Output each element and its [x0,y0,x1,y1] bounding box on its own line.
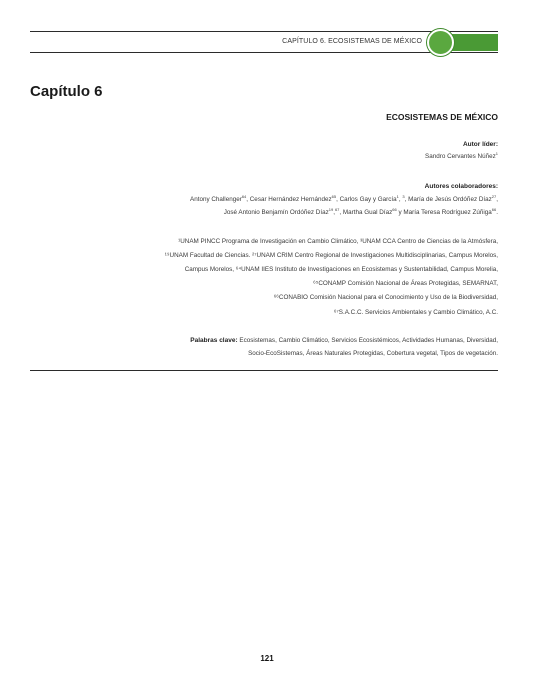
header-rule-top [30,31,498,32]
section-rule [30,370,498,371]
collaborator-sup: 66 [392,206,397,212]
collaborators-line-1 [190,193,498,203]
collaborator-name: . [496,209,498,216]
header-accent-circle [427,29,454,56]
lead-author-sup: 1 [495,150,498,156]
keywords-label: Palabras clave: [190,337,238,344]
collaborator-name: , [333,209,335,216]
header-rule-bottom [30,52,498,53]
collaborator-sup: 27 [491,193,497,199]
collaborator-sup: 66 [491,206,497,212]
collaborator-sup: 1 [396,193,399,199]
collaborator-name: Antony Challenger [190,196,242,203]
collaborator-sup: 65 [331,193,337,199]
collaborator-name: y María Teresa Rodríguez Zúñiga [396,209,492,216]
collaborator-name: , [398,196,403,203]
collaborator-name: , María de Jesús Ordóñez Díaz [404,196,492,203]
running-header: CAPÍTULO 6. ECOSISTEMAS DE MÉXICO [282,38,422,45]
chapter-label: Capítulo 6 [30,83,103,100]
affiliation-line: ⁶⁵CONAMP Comisión Nacional de Áreas Protegidas, SEMARNAT, [313,280,498,287]
affiliation-line: ⁶⁶CONABIO Comisión Nacional para el Conocimiento y Uso de la Biodiversidad, [273,294,498,301]
collaborator-name: , Cesar Hernández Hernández [246,196,332,203]
collaborators-label: Autores colaboradores: [424,183,498,190]
keywords-line-2: Socio-EcoSistemas, Áreas Naturales Protegidas, Cobertura vegetal, Tipos de vegetación. [248,350,498,357]
collaborator-name: , Martha Gual Díaz [339,209,393,216]
affiliation-line: Campus Morelos, ⁶⁴UNAM IIES Instituto de Investigaciones en Ecosistemas y Sustentabilidad, Campus Morelia, [184,266,498,273]
lead-author-label: Autor líder: [462,141,498,148]
keywords-text: Ecosistemas, Cambio Climático, Servicios Ecosistémicos, Actividades Humanas, Diversidad, [237,337,498,344]
affiliation-line: ¹UNAM PINCC Programa de Investigación en Cambio Climático, ³UNAM CCA Centro de Ciencias de la Atmósfera, [178,238,498,245]
keywords-line-1 [190,337,498,344]
collaborator-sup: 19 [328,206,334,212]
chapter-title: ECOSISTEMAS DE MÉXICO [386,112,498,122]
collaborator-name: , [496,196,498,203]
lead-author-text: Sandro Cervantes Núñez [425,153,496,160]
collaborator-sup: 3 [402,193,405,199]
collaborator-sup: 67 [334,206,340,212]
collaborators-line-2 [223,206,498,216]
affiliation-line: ¹⁹UNAM Facultad de Ciencias. ²⁷UNAM CRIM Centro Regional de Investigaciones Multidisciplinarias, Campus Morelos, [164,252,498,259]
collaborator-name: , Carlos Gay y García [336,196,397,203]
lead-author-name [425,150,498,160]
page-number: 121 [260,654,274,663]
collaborator-name: José Antonio Benjamín Ordóñez Díaz [223,209,329,216]
collaborator-sup: 64 [241,193,247,199]
affiliation-line: ⁶⁷S.A.C.C. Servicios Ambientales y Cambio Climático, A.C. [333,309,498,316]
